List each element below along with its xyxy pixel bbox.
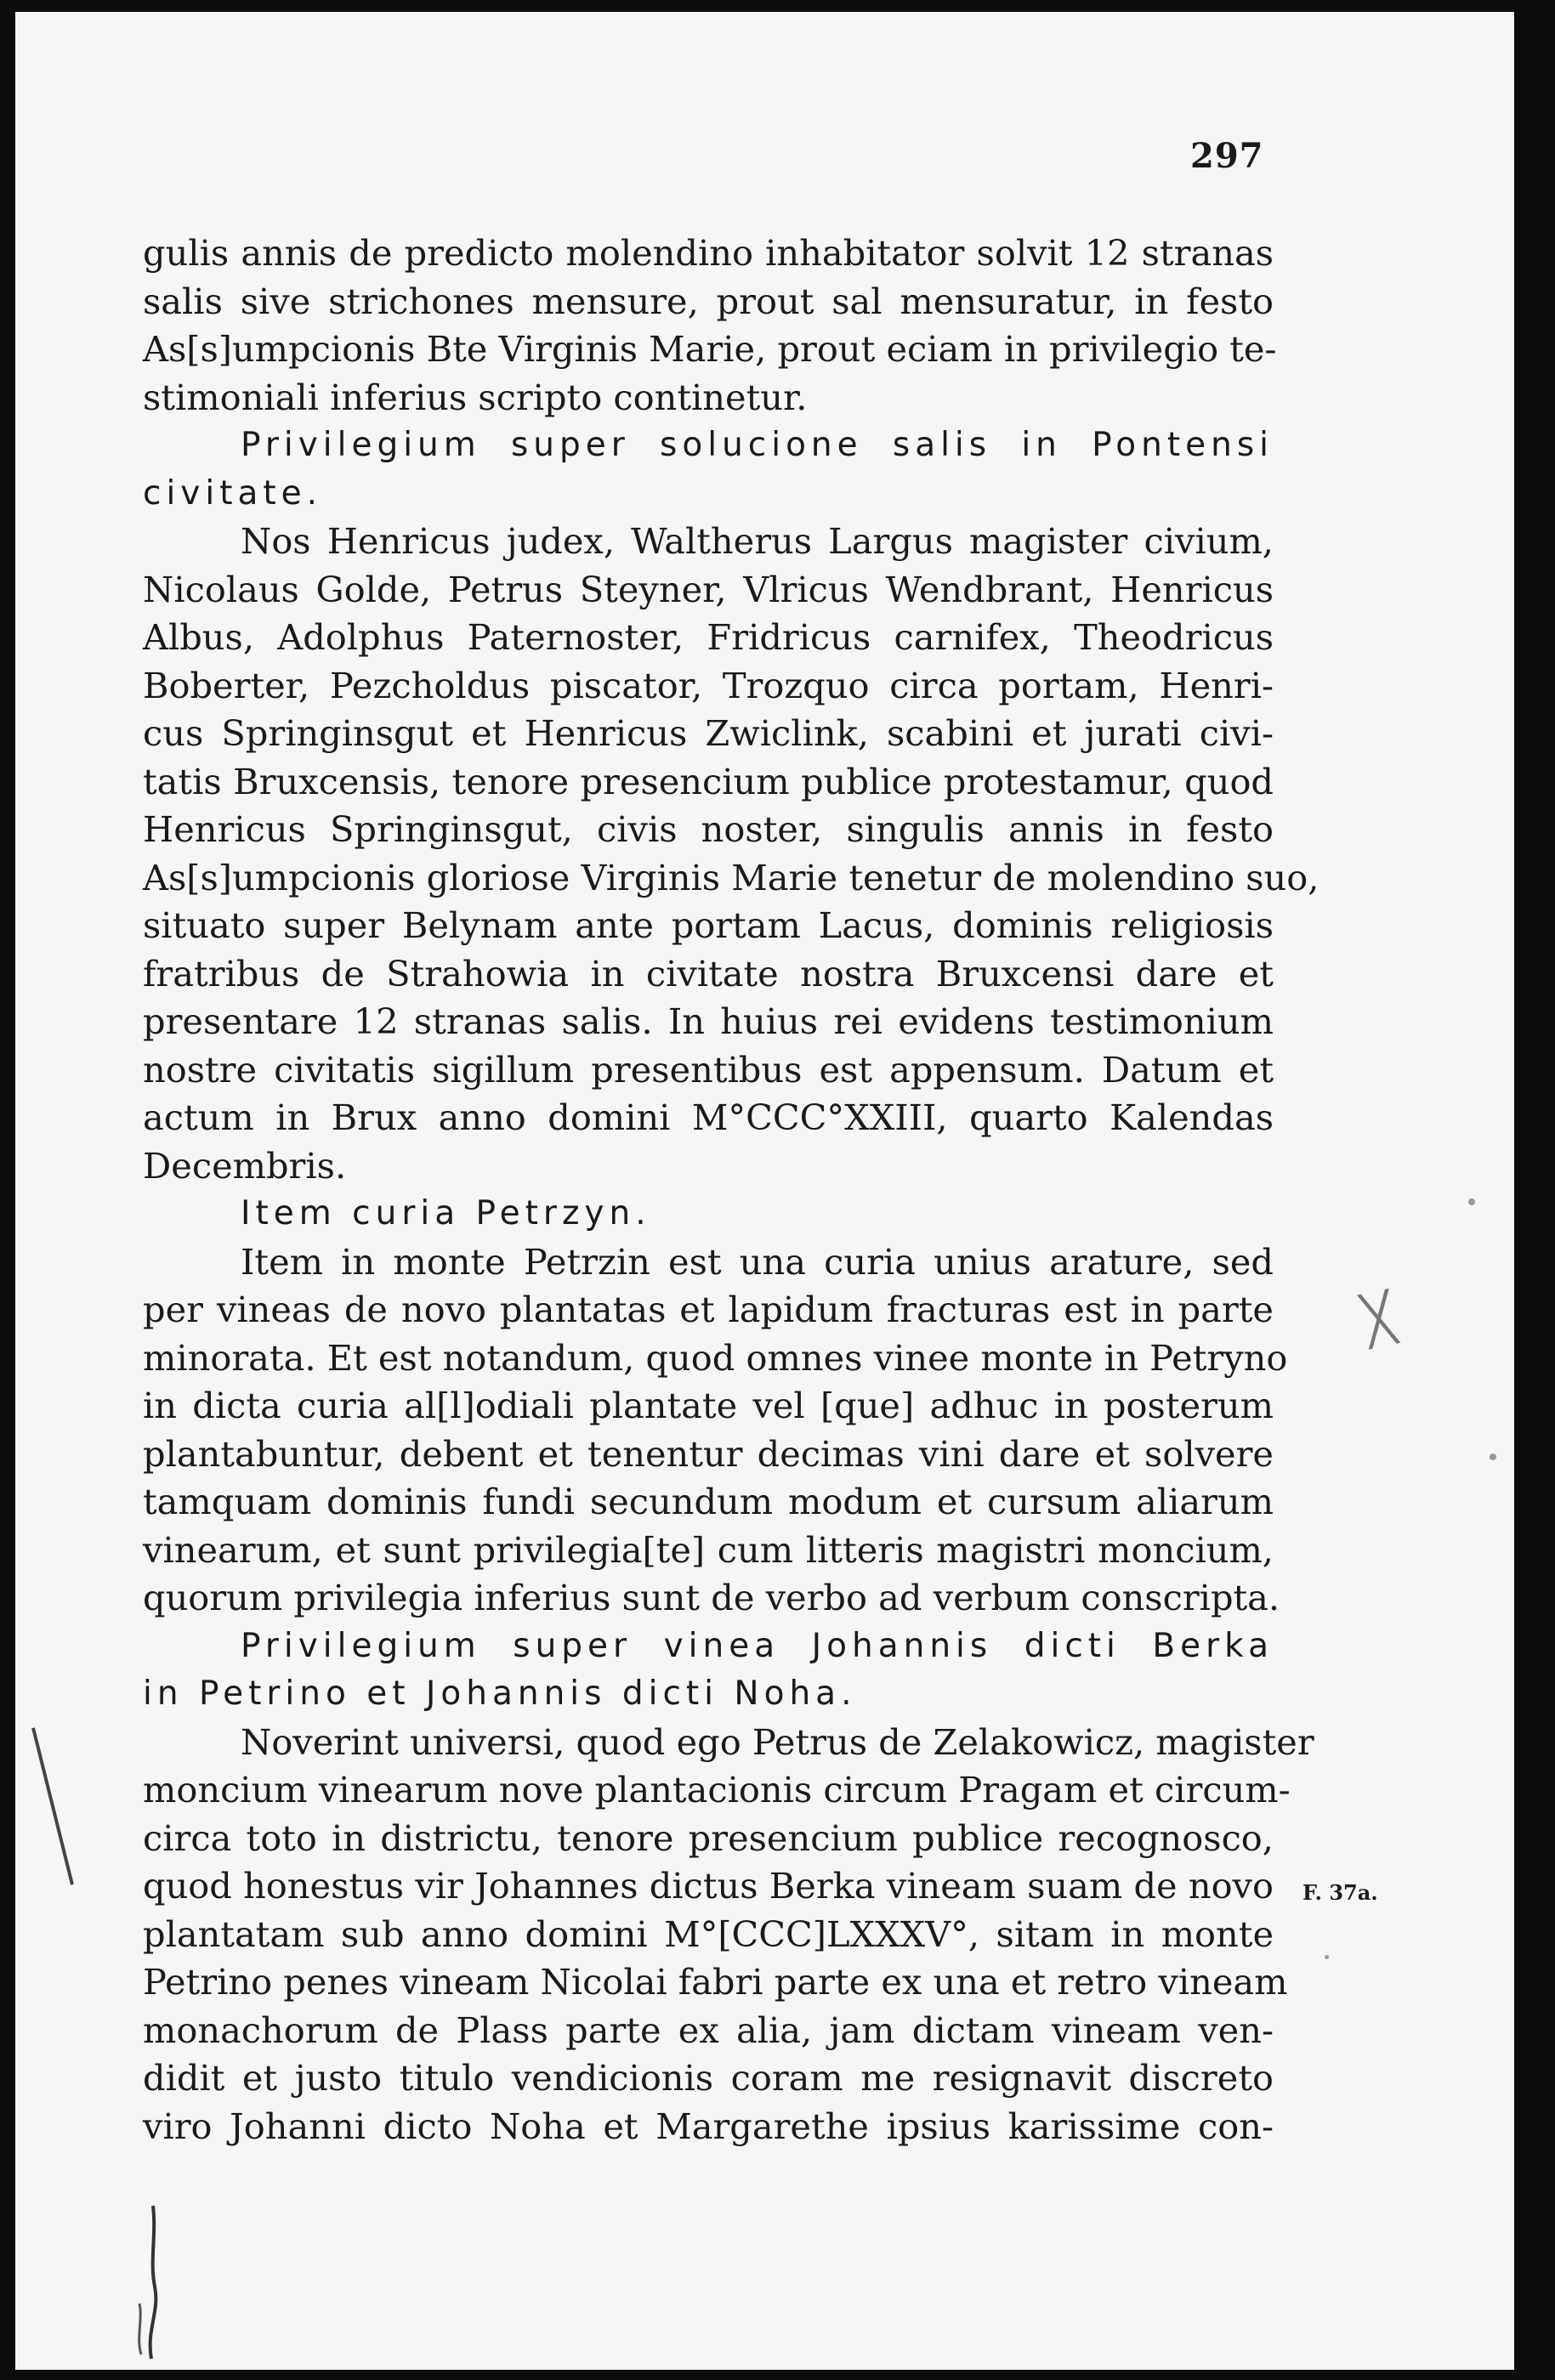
pencil-dot-icon: [1468, 1198, 1475, 1205]
text-line: gulis annis de predicto molendino inhabitator solvit 12 stranas: [143, 232, 1274, 274]
text-line: cus Springinsgut et Henricus Zwiclink, scabini et jurati civi-: [143, 712, 1274, 754]
text-line: tatis Bruxcensis, tenore presencium publice protestamur, quod: [143, 760, 1274, 802]
ink-squiggle-icon: [128, 2202, 179, 2363]
text-line: stimoniali inferius scripto continetur.: [143, 376, 808, 418]
text-line: quorum privilegia inferius sunt de verbo ad verbum conscripta.: [143, 1577, 1280, 1618]
section-heading: Privilegium super solucione salis in Pontensi: [241, 426, 1274, 464]
scan-border-top: [0, 0, 1555, 12]
text-line: per vineas de novo plantatas et lapidum fracturas est in parte: [143, 1289, 1274, 1330]
text-line: plantabuntur, debent et tenentur decimas vini dare et solvere: [143, 1432, 1274, 1475]
text-line: moncium vinearum nove plantacionis circum Pragam et circum-: [143, 1769, 1291, 1810]
text-line: Henricus Springinsgut, civis noster, singulis annis in festo: [143, 808, 1274, 850]
text-line: Petrino penes vineam Nicolai fabri parte ex una et retro vineam: [143, 1961, 1288, 2003]
section-heading: Privilegium super vinea Johannis dicti Berka: [241, 1626, 1274, 1665]
text-line: Albus, Adolphus Paternoster, Fridricus carnifex, Theodricus: [143, 616, 1274, 658]
text-line: circa toto in districtu, tenore presencium publice recognosco,: [143, 1816, 1274, 1859]
section-heading: Item curia Petrzyn.: [241, 1194, 651, 1232]
ink-stroke-icon: [31, 1727, 74, 1884]
text-line: vinearum, et sunt privilegia[te] cum litteris magistri moncium,: [143, 1528, 1274, 1571]
text-line: viro Johanni dicto Noha et Margarethe ipsius karissime con-: [143, 2105, 1274, 2147]
section-heading: in Petrino et Johannis dicti Noha.: [143, 1674, 857, 1713]
text-line: in dicta curia al[l]odiali plantate vel [que] adhuc in posterum: [143, 1385, 1274, 1426]
text-line: didit et justo titulo vendicionis coram me resignavit discreto: [143, 2057, 1274, 2099]
text-line: quod honestus vir Johannes dictus Berka vineam suam de novo: [143, 1865, 1274, 1907]
text-line: Decembris.: [143, 1144, 347, 1187]
section-heading: civitate.: [143, 473, 323, 513]
text-line: actum in Brux anno domini M°CCC°XXIII, quarto Kalendas: [143, 1096, 1274, 1138]
text-line: Item in monte Petrzin est una curia unius arature, sed: [241, 1240, 1274, 1283]
page-number: 297: [1190, 136, 1264, 176]
pencil-dot-icon: [1490, 1454, 1496, 1460]
body-text: [143, 230, 1319, 2150]
text-line: tamquam dominis fundi secundum modum et cursum aliarum: [143, 1481, 1274, 1522]
text-line: presentare 12 stranas salis. In huius rei evidens testimonium: [143, 1000, 1274, 1042]
text-line: Boberter, Pezcholdus piscator, Trozquo circa portam, Henri-: [143, 664, 1274, 706]
pencil-dot-icon: [1325, 1955, 1329, 1959]
text-line: situato super Belynam ante portam Lacus, dominis religiosis: [143, 904, 1274, 946]
text-line: Noverint universi, quod ego Petrus de Zelakowicz, magister: [241, 1720, 1314, 1763]
text-line: nostre civitatis sigillum presentibus est appensum. Datum et: [143, 1048, 1274, 1091]
folio-margin-note: F. 37a.: [1302, 1880, 1378, 1905]
text-line: salis sive strichones mensure, prout sal mensuratur, in festo: [143, 280, 1274, 322]
text-line: fratribus de Strahowia in civitate nostra Bruxcensi dare et: [143, 952, 1274, 994]
text-line: minorata. Et est notandum, quod omnes vinee monte in Petryno: [143, 1336, 1288, 1379]
text-line: plantatam sub anno domini M°[CCC]LXXXV°, sitam in monte: [143, 1912, 1274, 1955]
text-line: As[s]umpcionis Bte Virginis Marie, prout eciam in privilegio te-: [143, 328, 1277, 370]
scan-border-right: [1514, 0, 1555, 2380]
scan-border-bottom: [0, 2370, 1555, 2380]
pencil-check-mark-icon: ╳: [1359, 1289, 1399, 1350]
text-line: monachorum de Plass parte ex alia, jam dictam vineam ven-: [143, 2009, 1274, 2051]
text-line: As[s]umpcionis gloriose Virginis Marie tenetur de molendino suo,: [143, 856, 1319, 898]
scan-border-left: [0, 0, 15, 2380]
text-line: Nicolaus Golde, Petrus Steyner, Vlricus Wendbrant, Henricus: [143, 568, 1274, 610]
text-line: Nos Henricus judex, Waltherus Largus magister civium,: [241, 520, 1274, 562]
